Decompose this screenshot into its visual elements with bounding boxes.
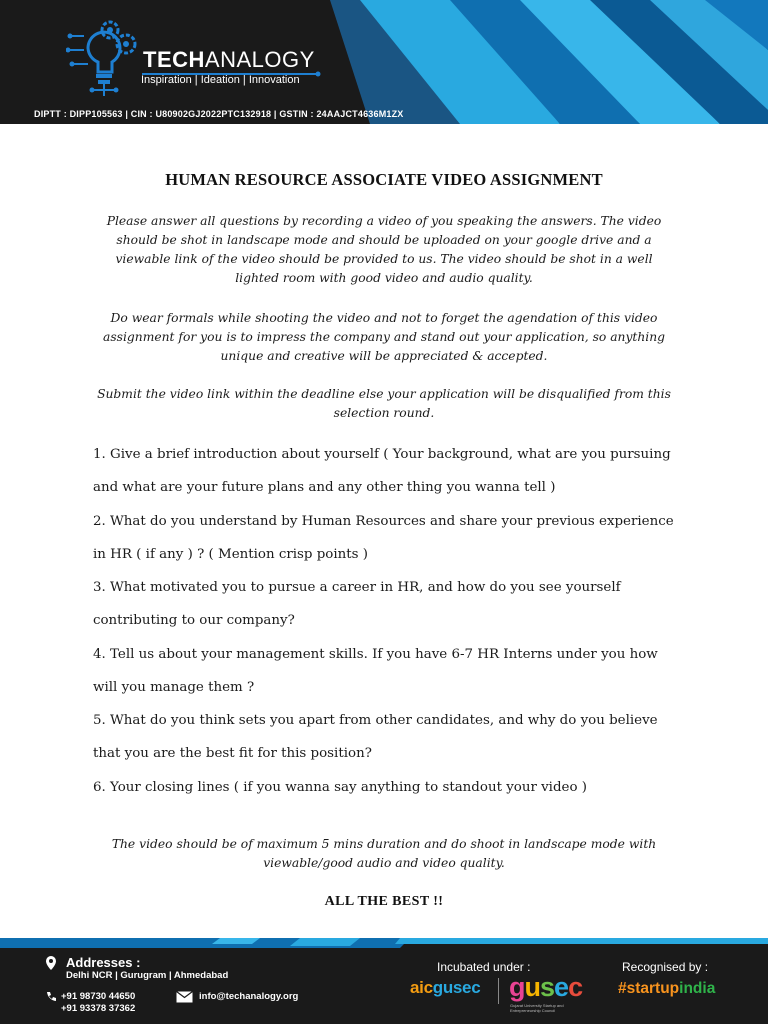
gusec-logo <box>509 972 582 1003</box>
intro-paragraph-1: Please answer all questions by recording a video of you speaking the answers. The video should be shot in landscape mode and should be uploaded on your google drive and a viewable link of the video should be provided to us. The video should be shot in a well lighted room with good video and audio quality. <box>106 214 662 285</box>
question-1: 1. Give a brief introduction about yourself ( Your background, what are you pursuing and what are your future plans and any other thing you wanna tell ) <box>93 447 671 495</box>
question-4: 4. Tell us about your management skills. If you have 6-7 HR Interns under you how will you manage them ? <box>93 647 658 695</box>
gusec-letter: c <box>568 972 583 1002</box>
phone-number-1: +91 98730 44650 <box>61 991 136 1002</box>
incubated-label: Incubated under : <box>437 960 531 974</box>
email-icon <box>176 991 193 1003</box>
letterhead-footer <box>0 938 768 1024</box>
aic-gusec-logo <box>410 978 480 998</box>
closing-note: The video should be of maximum 5 mins duration and do shoot in landscape mode with viewable/good audio and video quality. <box>111 837 657 870</box>
gusec-subtitle: Gujarat University Startup and Entrepreneurship Council <box>510 1003 564 1013</box>
startup-logo-part2: india <box>679 980 716 997</box>
intro-paragraph-2: Do wear formals while shooting the video and not to forget the agendation of this video assignment for you is to impress the company and stand out your application, so anything unique and creative will be appreciated & accepted. <box>103 311 665 363</box>
addresses-title: Addresses : <box>66 955 141 970</box>
recognised-label: Recognised by : <box>622 960 709 974</box>
gusec-letter: g <box>509 972 525 1002</box>
brand-name <box>143 47 315 73</box>
question-5: 5. What do you think sets you apart from other candidates, and why do you believe that you are the best fit for this position? <box>93 713 658 761</box>
question-6: 6. Your closing lines ( if you wanna say anything to standout your video ) <box>93 780 588 795</box>
startup-logo-part1: #startup <box>618 980 680 997</box>
question-2: 2. What do you understand by Human Resources and share your previous experience in HR ( if any ) ? ( Mention crisp points ) <box>93 514 674 562</box>
location-pin-icon <box>45 956 57 970</box>
email-address: info@techanalogy.org <box>199 991 299 1002</box>
aic-logo-part1: aic <box>410 978 433 997</box>
addresses-cities: Delhi NCR | Gurugram | Ahmedabad <box>66 970 229 981</box>
all-the-best: ALL THE BEST !! <box>324 894 444 909</box>
registration-line: DIPTT : DIPP105563 | CIN : U80902GJ2022PTC132918 | GSTIN : 24AAJCT4636M1ZX <box>34 109 404 119</box>
logo-divider <box>498 978 499 1004</box>
gusec-letter: s <box>540 972 555 1002</box>
brand-name-rest: ANALOGY <box>204 47 315 72</box>
startupindia-logo <box>618 980 715 998</box>
document-title: HUMAN RESOURCE ASSOCIATE VIDEO ASSIGNMENT <box>165 170 603 189</box>
phone-number-2: +91 93378 37362 <box>61 1003 136 1014</box>
intro-paragraph-3: Submit the video link within the deadline else your application will be disqualified from this selection round. <box>97 387 671 420</box>
letterhead-header <box>0 0 768 124</box>
gusec-letter: e <box>554 972 569 1002</box>
question-3: 3. What motivated you to pursue a career in HR, and how do you see yourself contributing to our company? <box>93 580 621 628</box>
brand-tagline: Inspiration | Ideation | Innovation <box>141 74 300 86</box>
aic-logo-part2: gusec <box>432 978 481 997</box>
brand-name-bold: TECH <box>143 47 205 72</box>
phone-icon <box>45 991 57 1003</box>
gusec-letter: u <box>524 972 540 1002</box>
